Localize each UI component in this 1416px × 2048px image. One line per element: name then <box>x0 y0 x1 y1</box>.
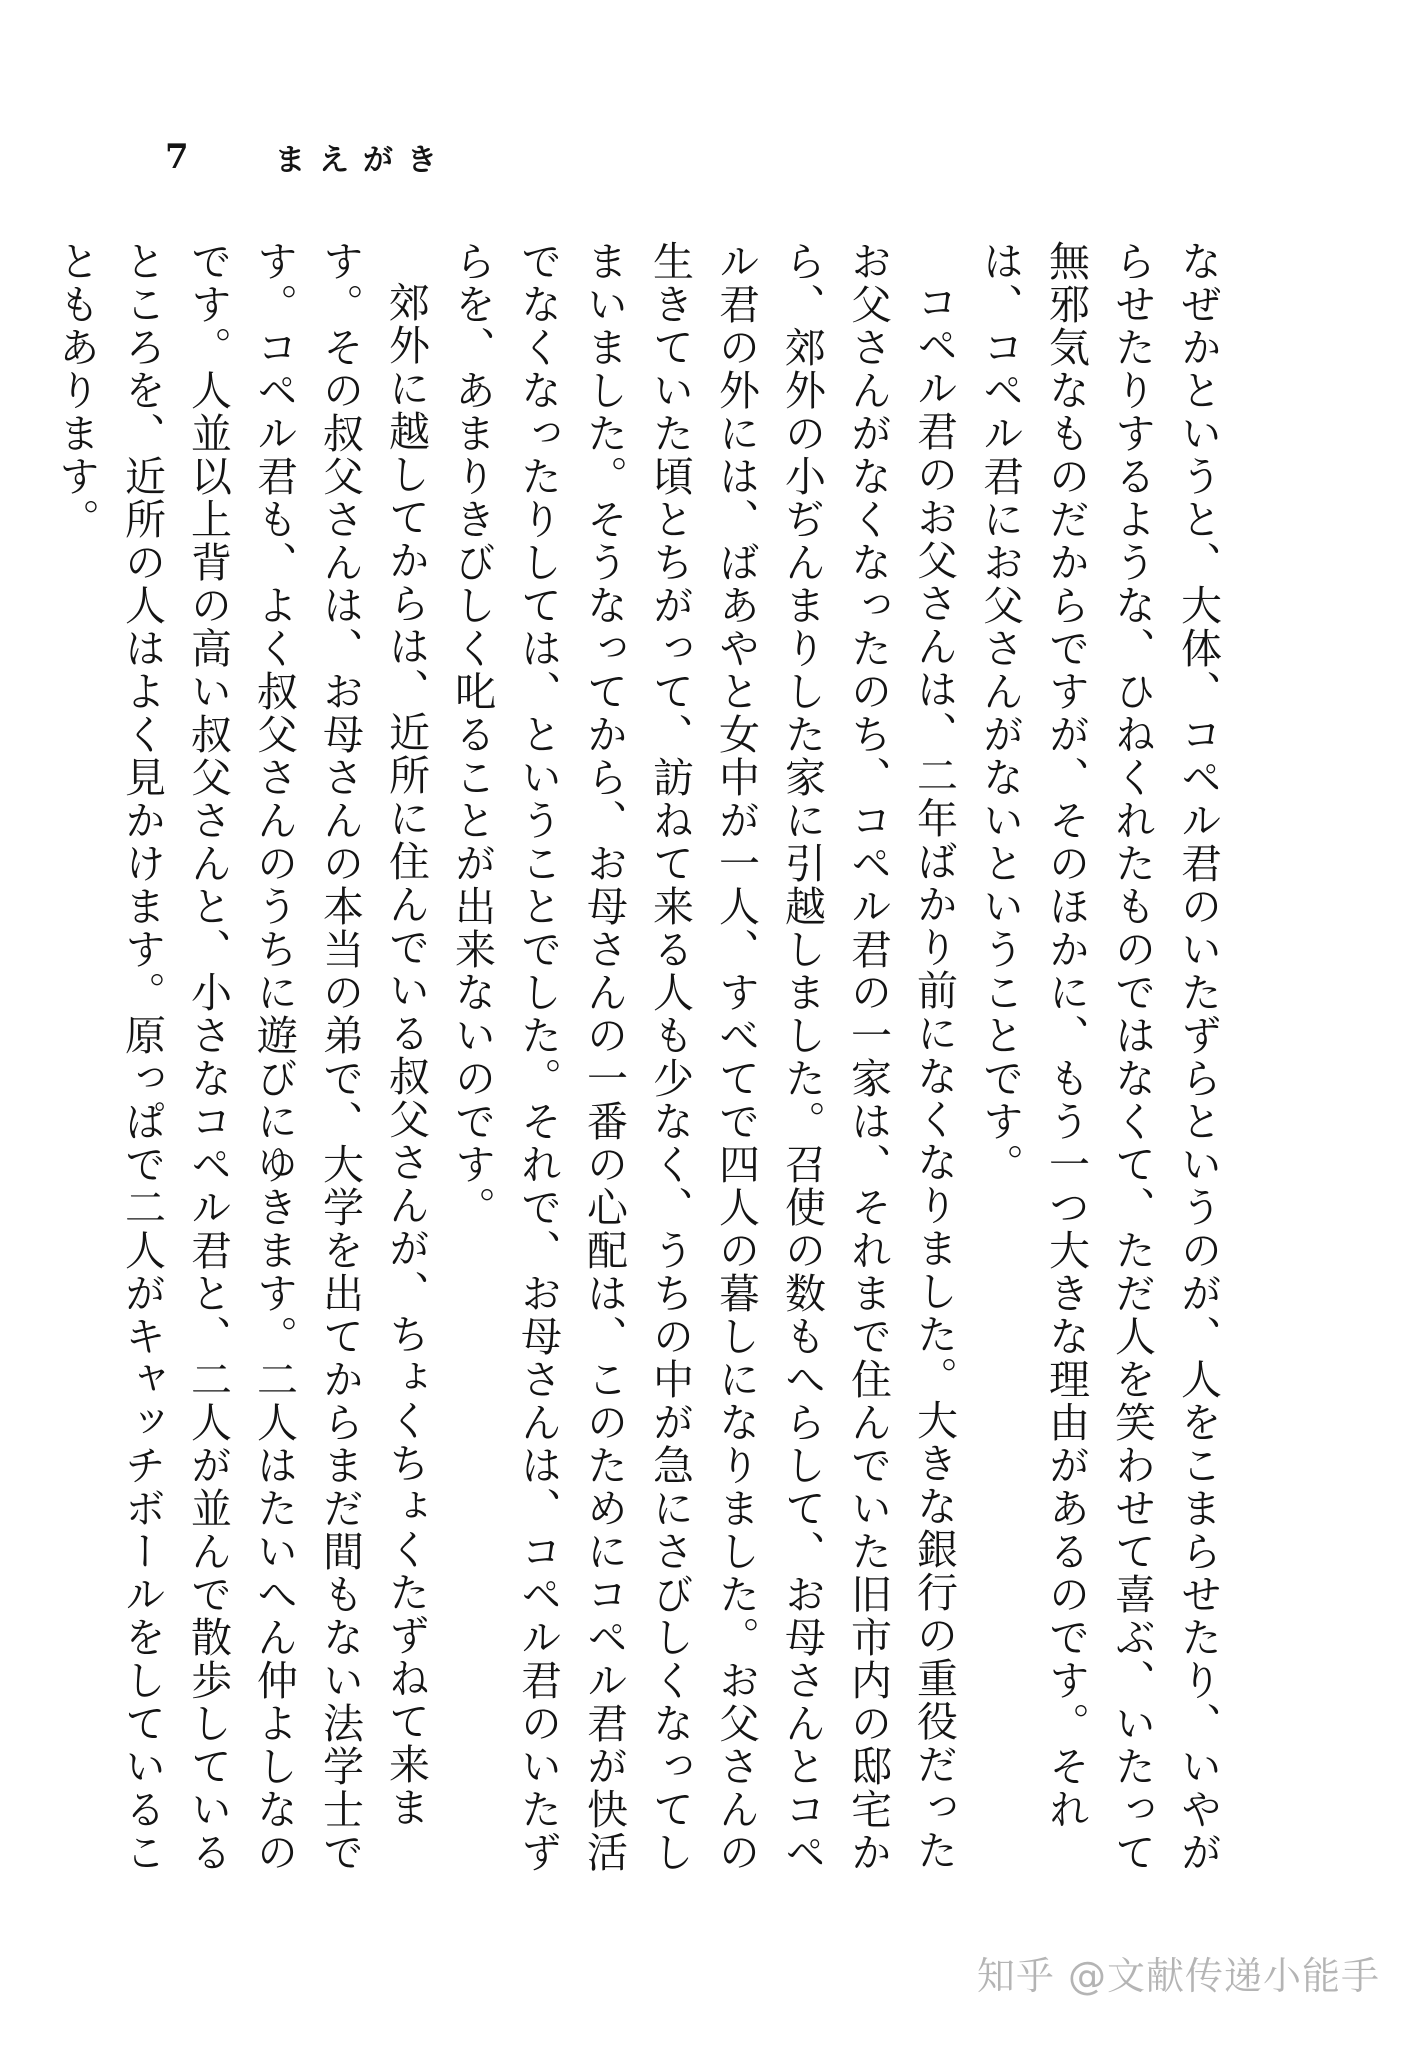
page-header <box>165 132 451 182</box>
chapter-title: まえがき <box>275 143 451 178</box>
paragraph-1: なぜかというと、大体、コペル君のいたずらというのが、人をこまらせたり、いやがらせたりするような、ひねくれたものではなくて、ただ人を笑わせて喜ぶ、いたって無邪気なものだからですが、そのほかに、もう一つ大きな理由があるのです。それは、コペル君にお父さんがないということです。 <box>976 240 1222 1874</box>
page-number: 7 <box>165 137 189 177</box>
paragraph-3: 郊外に越してからは、近所に住んでいる叔父さんが、ちょくちょくたずねて来ます。その叔父さんは、お母さんの本当の弟で、大学を出てからまだ間もない法学士です。コペル君も、よく叔父さんのうちに遊びにゆきます。二人はたいへん仲よしなのです。人並以上背の高い叔父さんと、小さなコペル君と、二人が並んで散歩しているところを、近所の人はよく見かけます。原っぱで二人がキャッチボールをしていることもあります。 <box>52 240 430 1874</box>
vertical-body-text <box>43 240 1231 1880</box>
paragraph-2: コペル君のお父さんは、二年ばかり前になくなりました。大きな銀行の重役だったお父さんがなくなったのち、コペル君の一家は、それまで住んでいた旧市内の邸宅から、郊外の小ぢんまりした家に引越しました。召使の数もへらして、お母さんとコペル君の外には、ばあやと女中が一人、すべてで四人の暮しになりました。お父さんの生きていた頃とちがって、訪ねて来る人も少なく、うちの中が急にさびしくなってしまいました。そうなってから、お母さんの一番の心配は、このためにコペル君が快活でなくなったりしては、ということでした。それで、お母さんは、コペル君のいたずらを、あまりきびしく叱ることが出来ないのです。 <box>448 240 958 1874</box>
watermark-text: 知乎 @文献传递小能手 <box>976 1954 1380 1998</box>
